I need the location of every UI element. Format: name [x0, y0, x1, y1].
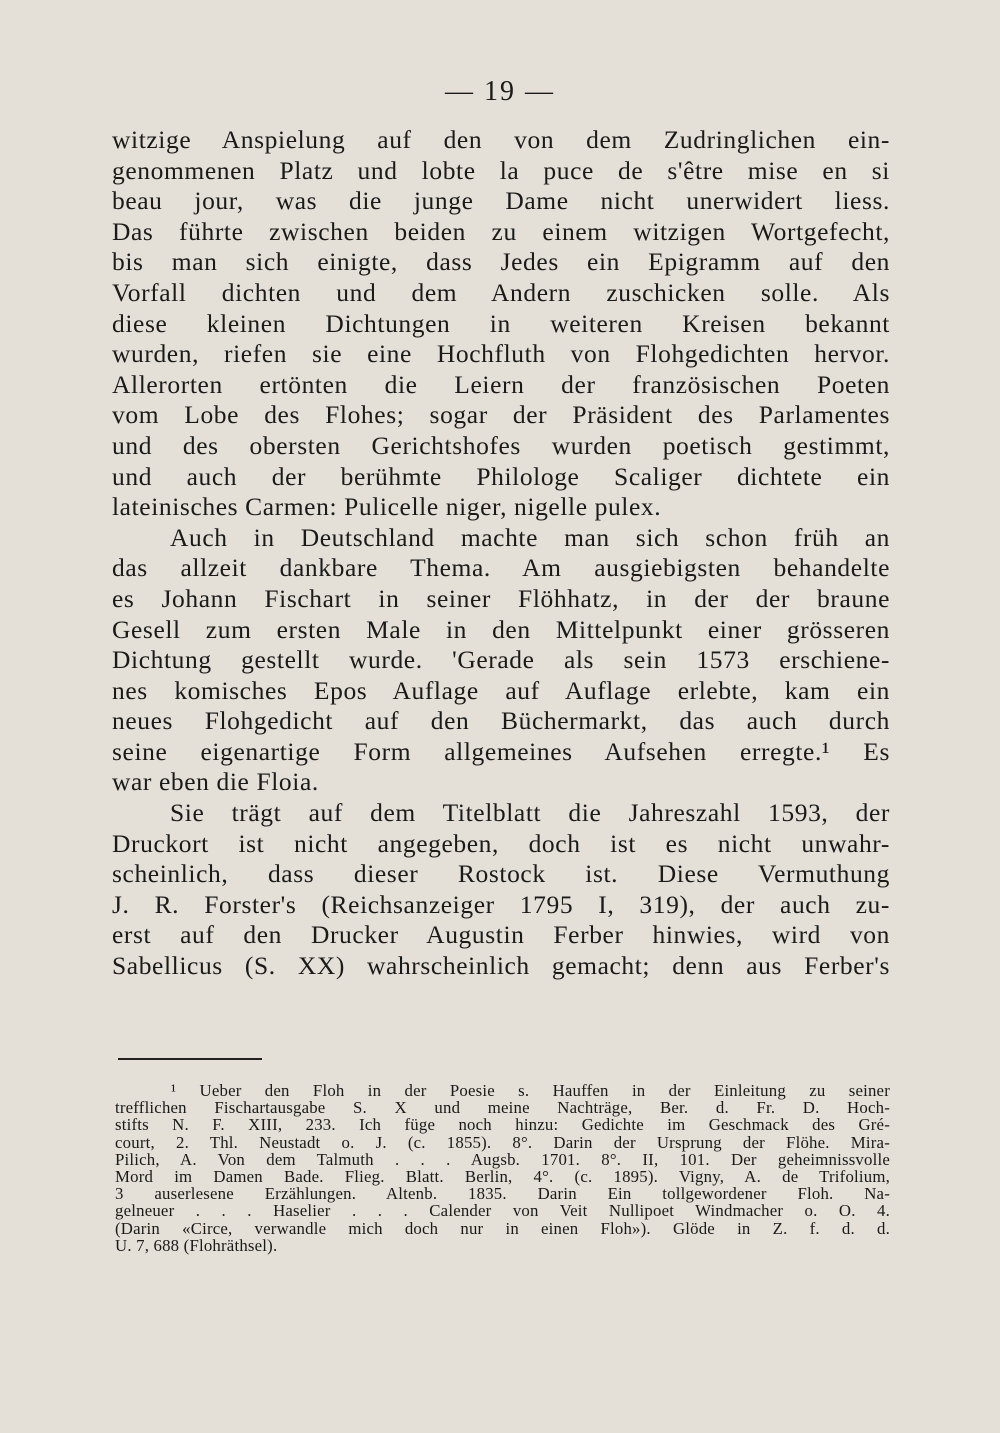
body-line: Allerorten ertönten die Leiern der französischen Poeten — [112, 369, 890, 399]
footnote-line: gelneuer . . . Haselier . . . Calender von Veit Nullipoet Windmacher o. O. 4. — [115, 1201, 890, 1221]
body-line: Vorfall dichten und dem Andern zuschicken solle. Als — [112, 277, 890, 307]
body-line: Gesell zum ersten Male in den Mittelpunkt einer grösseren — [112, 614, 890, 644]
body-line: diese kleinen Dichtungen in weiteren Kreisen bekannt — [112, 308, 890, 338]
footnote-line: Mord im Damen Bade. Flieg. Blatt. Berlin, 4°. (c. 1895). Vigny, A. de Trifolium, — [115, 1166, 890, 1186]
body-line: lateinisches Carmen: Pulicelle niger, nigelle pulex. — [112, 492, 662, 522]
body-line: vom Lobe des Flohes; sogar der Präsident des Parlamentes — [112, 400, 890, 430]
paragraph-start: Sie trägt auf dem Titelblatt die Jahreszahl 1593, der — [170, 798, 890, 828]
paragraph-start: Auch in Deutschland machte man sich schon früh an — [170, 522, 890, 552]
body-line: es Johann Fischart in seiner Flöhhatz, in der der braune — [112, 583, 890, 613]
body-line: bis man sich einigte, dass Jedes ein Epigramm auf den — [112, 247, 890, 277]
footnote-line: Pilich, A. Von dem Talmuth . . . Augsb. 1701. 8°. II, 101. Der geheimnissvolle — [115, 1149, 890, 1169]
footnote-line: court, 2. Thl. Neustadt o. J. (c. 1855). 8°. Darin der Ursprung der Flöhe. Mira- — [115, 1132, 890, 1152]
body-line: J. R. Forster's (Reichsanzeiger 1795 I, 319), der auch zu- — [112, 889, 890, 919]
footnote-line: 3 auserlesene Erzählungen. Altenb. 1835. Darin Ein tollgewordener Floh. Na- — [115, 1184, 890, 1204]
footnote-line: stifts N. F. XIII, 233. Ich füge noch hinzu: Gedichte im Geschmack des Gré- — [115, 1115, 890, 1135]
body-line: genommenen Platz und lobte la puce de s'être mise en si — [112, 155, 890, 185]
body-text — [112, 125, 890, 982]
body-line: Druckort ist nicht angegeben, doch ist es nicht unwahr- — [112, 828, 890, 858]
body-line: war eben die Floia. — [112, 767, 319, 797]
body-line: wurden, riefen sie eine Hochfluth von Flohgedichten hervor. — [112, 339, 890, 369]
footnote — [115, 1082, 890, 1254]
body-line: Dichtung gestellt wurde. 'Gerade als sein 1573 erschiene- — [112, 645, 890, 675]
body-line: Das führte zwischen beiden zu einem witzigen Wortgefecht, — [112, 216, 890, 246]
body-line: beau jour, was die junge Dame nicht unerwidert liess. — [112, 186, 890, 216]
body-line: erst auf den Drucker Augustin Ferber hinwies, wird von — [112, 920, 890, 950]
body-line: Sabellicus (S. XX) wahrscheinlich gemacht; denn aus Ferber's — [112, 951, 890, 981]
footnote-line: U. 7, 688 (Flohräthsel). — [115, 1235, 278, 1255]
footnote-line: ¹ Ueber den Floh in der Poesie s. Hauffen in der Einleitung zu seiner — [171, 1081, 890, 1100]
body-line: und des obersten Gerichtshofes wurden poetisch gestimmt, — [112, 430, 890, 460]
body-line: und auch der berühmte Philologe Scaliger dichtete ein — [112, 461, 890, 491]
body-line: nes komisches Epos Auflage auf Auflage erlebte, kam ein — [112, 675, 890, 705]
body-line: neues Flohgedicht auf den Büchermarkt, das auch durch — [112, 706, 890, 736]
footnote-line: trefflichen Fischartausgabe S. X und meine Nachträge, Ber. d. Fr. D. Hoch- — [115, 1098, 890, 1118]
body-line: scheinlich, dass dieser Rostock ist. Diese Vermuthung — [112, 859, 890, 889]
body-line: seine eigenartige Form allgemeines Aufsehen erregte.¹ Es — [112, 736, 890, 766]
body-line: das allzeit dankbare Thema. Am ausgiebigsten behandelte — [112, 553, 890, 583]
body-line: witzige Anspielung auf den von dem Zudringlichen ein- — [112, 125, 890, 154]
page-number: — 19 — — [445, 76, 555, 107]
footnote-line: (Darin «Circe, verwandle mich doch nur in einen Floh»). Glöde in Z. f. d. d. — [115, 1218, 890, 1238]
footnote-separator — [118, 1058, 262, 1060]
